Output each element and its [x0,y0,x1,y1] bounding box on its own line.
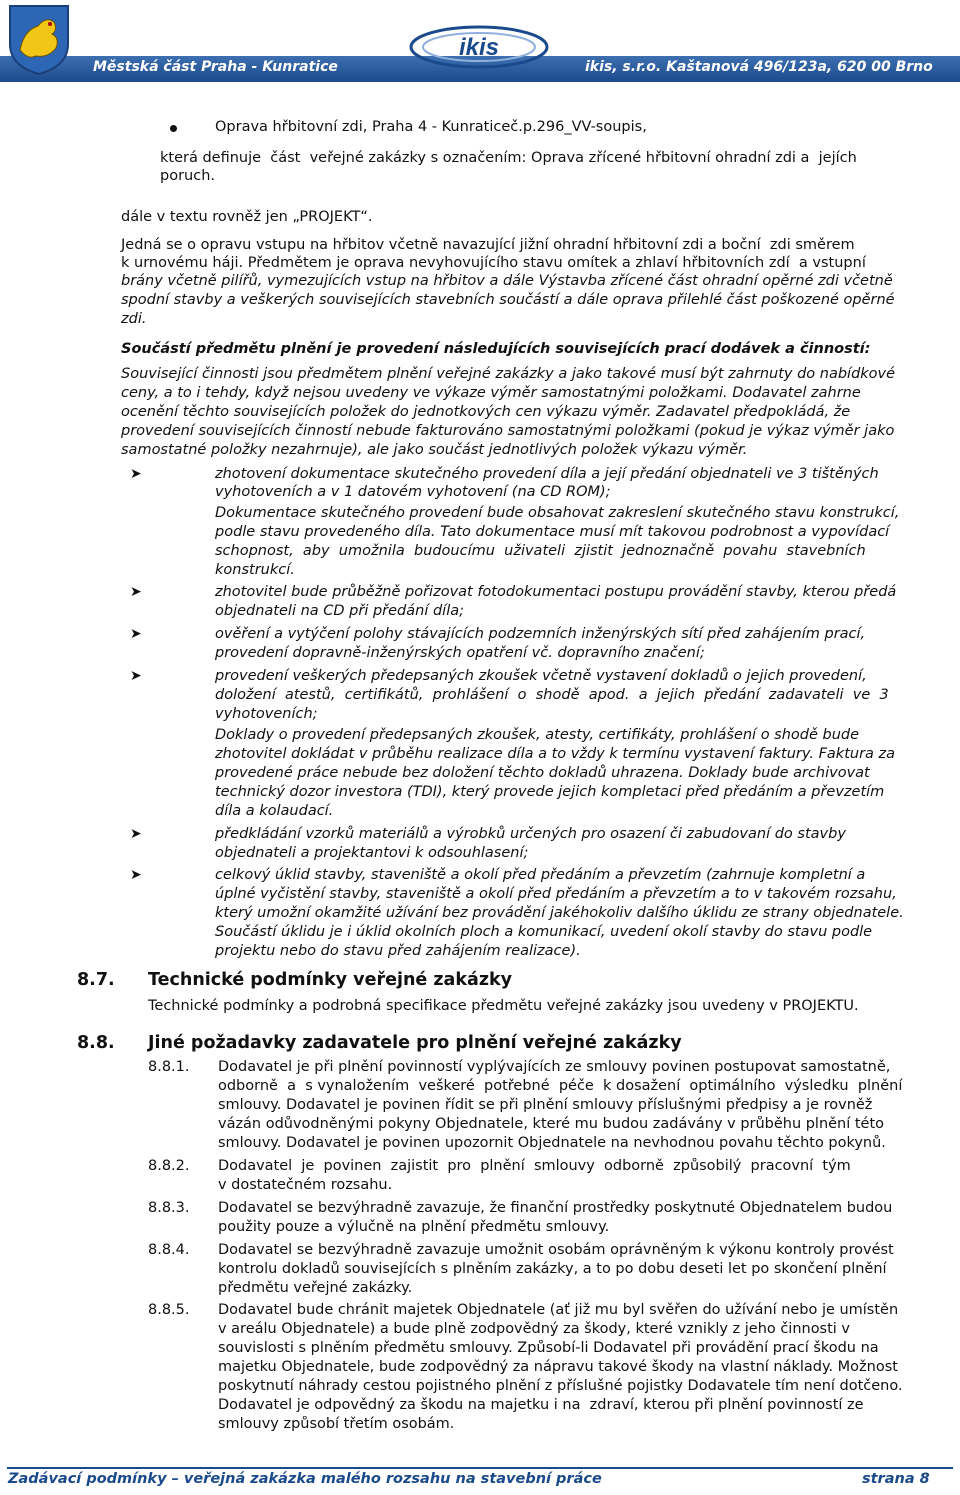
footer-page-number: strana 8 [862,1471,930,1487]
activity-note-line: schopnost, aby umožnila budoucímu uživateli zjistit jednoznačně povahu stavebních [215,543,866,559]
subsection-line: Dodavatel je při plnění povinností vyplývajících ze smlouvy povinen postupovat samostatně, [218,1059,891,1075]
section-number: 8.8. [77,1033,115,1053]
activity-item-line: předkládání vzorků materiálů a výrobků určených pro osazení či zabudovaní do stavby [215,826,846,842]
arrow-bullet-icon: ➤ [130,826,142,842]
activities-heading: Součástí předmětu plnění je provedení následujících souvisejících prací dodávek a činností: [121,341,871,357]
arrow-bullet-icon: ➤ [130,668,142,684]
activity-note-line: podle stavu provedeného díla. Tato dokumentace musí mít takovou podrobnost a vypovídací [215,524,890,540]
activity-item-line: vyhotoveních; [215,706,318,722]
subsection-number: 8.8.3. [148,1200,190,1216]
arrow-bullet-icon: ➤ [130,466,142,482]
activity-item-line: vyhotoveních a v 1 datovém vyhotovení (na CD ROM); [215,484,611,500]
footer-divider [7,1467,953,1469]
activity-item-line: objednateli a projektantovi k odsouhlasení; [215,845,529,861]
subsection-line: Dodavatel se bezvýhradně zavazuje umožnit osobám oprávněným k výkonu kontroly provést [218,1242,894,1258]
subject-line: spodní stavby a veškerých souvisejících stavebních součástí a dále oprava přilehlé část poškozené opěrné [121,292,895,308]
activity-note-line: Doklady o provedení předepsaných zkoušek, atesty, certifikáty, prohlášení o shodě bude [215,727,860,743]
subsection-line: předmětu veřejné zakázky. [218,1280,413,1296]
section-title: Jiné požadavky zadavatele pro plnění veřejné zakázky [148,1033,682,1053]
subsection-line: majetku Objednatele, bude zodpovědný za nápravu takové škody na vlastní náklady. Možnost [218,1359,898,1375]
activity-note-line: konstrukcí. [215,562,295,578]
ikis-logo-text: ikis [458,34,500,61]
activity-item-line: doložení atestů, certifikátů, prohlášení o shodě apod. a jejich předání zadavateli ve 3 [215,687,889,703]
activity-note-line: díla a kolaudací. [215,803,334,819]
activity-note-line: provedené práce nebude bez doložení těchto dokladů uhrazena. Doklady bude archivovat [215,765,870,781]
subsection-number: 8.8.1. [148,1059,190,1075]
bullet-dot [170,125,177,132]
activity-item-line: který umožní okamžité užívání bez provádění jakéhokoliv dalšího úklidu ze strany objednatele. [215,905,904,921]
activities-paragraph-line: ceny, a to i tehdy, když nejsou uvedeny ve výkaze výměr samostatnými položkami. Dodavatel zahrne [121,385,861,401]
activities-paragraph-line: ocenění těchto souvisejících položek do jednotkových cen výkazu výměr. Zadavatel předpokládá, že [121,404,851,420]
intro-definition-line: dále v textu rovněž jen „PROJEKT“. [121,209,373,225]
subject-line: brány včetně pilířů, vymezujících vstup na hřbitov a dále Výstavba zřícené část ohradní opěrné zdi včetně [121,273,893,289]
activity-note-line: technický dozor investora (TDI), který provede jejich kompletaci před předáním a převzetím [215,784,885,800]
coat-of-arms-logo [8,4,70,76]
intro-definition-line: která definuje část veřejné zakázky s označením: Oprava zřícené hřbitovní ohradní zdi a jejích [160,150,857,166]
arrow-bullet-icon: ➤ [130,584,142,600]
section-number: 8.7. [77,970,115,990]
subsection-line: smlouvy způsobí třetím osobám. [218,1416,455,1432]
subsection-line: Dodavatel bude chránit majetek Objednatele (ať již mu byl svěřen do užívání nebo je umístěn [218,1302,899,1318]
activity-note-line: Dokumentace skutečného provedení bude obsahovat zakreslení skutečného stavu konstrukcí, [215,505,900,521]
header-municipality: Městská část Praha - Kunratice [93,59,338,75]
activity-item-line: objednateli na CD při předání díla; [215,603,464,619]
subsection-line: v areálu Objednatele) a bude plně zodpovědný za škody, které vznikly z jeho činnosti v [218,1321,850,1337]
activity-item-line: ověření a vytýčení polohy stávajících podzemních inženýrských sítí před zahájením prací, [215,626,866,642]
subsection-line: souvislosti s plněním předmětu smlouvy. Způsobí-li Dodavatel při provádění prací škodu na [218,1340,879,1356]
subject-line [121,254,953,273]
subsection-number: 8.8.5. [148,1302,190,1318]
footer-document-title: Zadávací podmínky – veřejná zakázka malého rozsahu na stavební práce [8,1471,602,1487]
subsection-line: kontrolu dokladů souvisejících s plněním zakázky, a to po dobu deseti let po skončení plnění [218,1261,887,1277]
activity-item-line: provedení dopravně-inženýrských opatření vč. dopravního značení; [215,645,705,661]
intro-definition-line: poruch. [160,168,215,184]
subject-line-part: k urnovému háji. Předmětem je oprava nevyhovujícího stavu omítek a zhlaví hřbitovních zdí a vstupní [121,255,866,271]
activity-item-line: zhotovitel bude průběžně pořizovat fotodokumentaci postupu provádění stavby, kterou předá [215,584,897,600]
activity-item-line: provedení veškerých předepsaných zkoušek včetně vystavení dokladů o jejich provedení, [215,668,867,684]
activity-item-line: Součástí úklidu je i úklid okolních ploch a komunikací, uvedení okolí stavby do stavu podle [215,924,873,940]
section-title: Technické podmínky veřejné zakázky [148,970,513,990]
subject-line: zdi. [121,311,147,327]
subsection-line: odborně a s vynaložením veškeré potřebné péče k dosažení optimálního výsledku plnění [218,1078,903,1094]
arrow-bullet-icon: ➤ [130,867,142,883]
subsection-line: použity pouze a výlučně na plnění předmětu smlouvy. [218,1219,610,1235]
activities-paragraph-line: samostatné položky nezahrnuje), ale jako součást jednotlivých položek výkazu výměr. [121,442,748,458]
intro-bullet-item: Oprava hřbitovní zdi, Praha 4 - Kunraticeč.p.296_VV-soupis, [215,119,647,135]
subsection-line: smlouvy. Dodavatel je povinen řídit se při plnění smlouvy příslušnými předpisy a je rovněž [218,1097,873,1113]
activity-item-line: zhotovení dokumentace skutečného provedení díla a její předání objednateli ve 3 tištěných [215,466,879,482]
subsection-line: v dostatečném rozsahu. [218,1177,393,1193]
subsection-number: 8.8.2. [148,1158,190,1174]
subsection-line: poskytnutí náhrady cestou pojistného plnění z příslušné pojistky Dodavatele tím není dotčeno. [218,1378,903,1394]
activity-note-line: zhotovitel dokládat v průběhu realizace díla a to vždy k termínu vystavení faktury. Faktura za [215,746,896,762]
ikis-logo [408,24,550,70]
subject-line: Jedná se o opravu vstupu na hřbitov včetně navazující jižní ohradní hřbitovní zdi a boční zdi směrem [121,237,855,253]
arrow-bullet-icon: ➤ [130,626,142,642]
activities-paragraph-line: provedení souvisejících činností nebude fakturováno samostatnými položkami (pokud je výkaz výměr jako [121,423,895,439]
subsection-line: Dodavatel je povinen zajistit pro plnění smlouvy odborně způsobilý pracovní tým [218,1158,851,1174]
subsection-line: Dodavatel se bezvýhradně zavazuje, že finanční prostředky poskytnuté Objednatelem budou [218,1200,893,1216]
subsection-line: Dodavatel je odpovědný za škodu na majetku i na zdraví, kterou při plnění povinností ze [218,1397,864,1413]
activity-item-line: projektu nebo do stavu před zahájením realizace). [215,943,581,959]
activity-item-line: celkový úklid stavby, staveniště a okolí před předáním a převzetím (zahrnuje kompletní a [215,867,866,883]
subsection-line: smlouvy. Dodavatel je povinen upozornit Objednatele na nevhodnou povahu těchto pokynů. [218,1135,886,1151]
subsection-number: 8.8.4. [148,1242,190,1258]
header-company-address: ikis, s.r.o. Kaštanová 496/123a, 620 00 Brno [585,59,933,75]
section-text: Technické podmínky a podrobná specifikace předmětu veřejné zakázky jsou uvedeny v PROJEKTU. [148,998,859,1014]
activity-item-line: úplné vyčistění stavby, staveniště a okolí před předáním a převzetím a to v takovém rozsahu, [215,886,897,902]
subsection-line: vázán odůvodněnými pokyny Objednatele, které mu budou zadávány v průběhu plnění této [218,1116,885,1132]
activities-paragraph-line: Související činnosti jsou předmětem plnění veřejné zakázky a jako takové musí být zahrnuty do nabídkové [121,366,896,382]
